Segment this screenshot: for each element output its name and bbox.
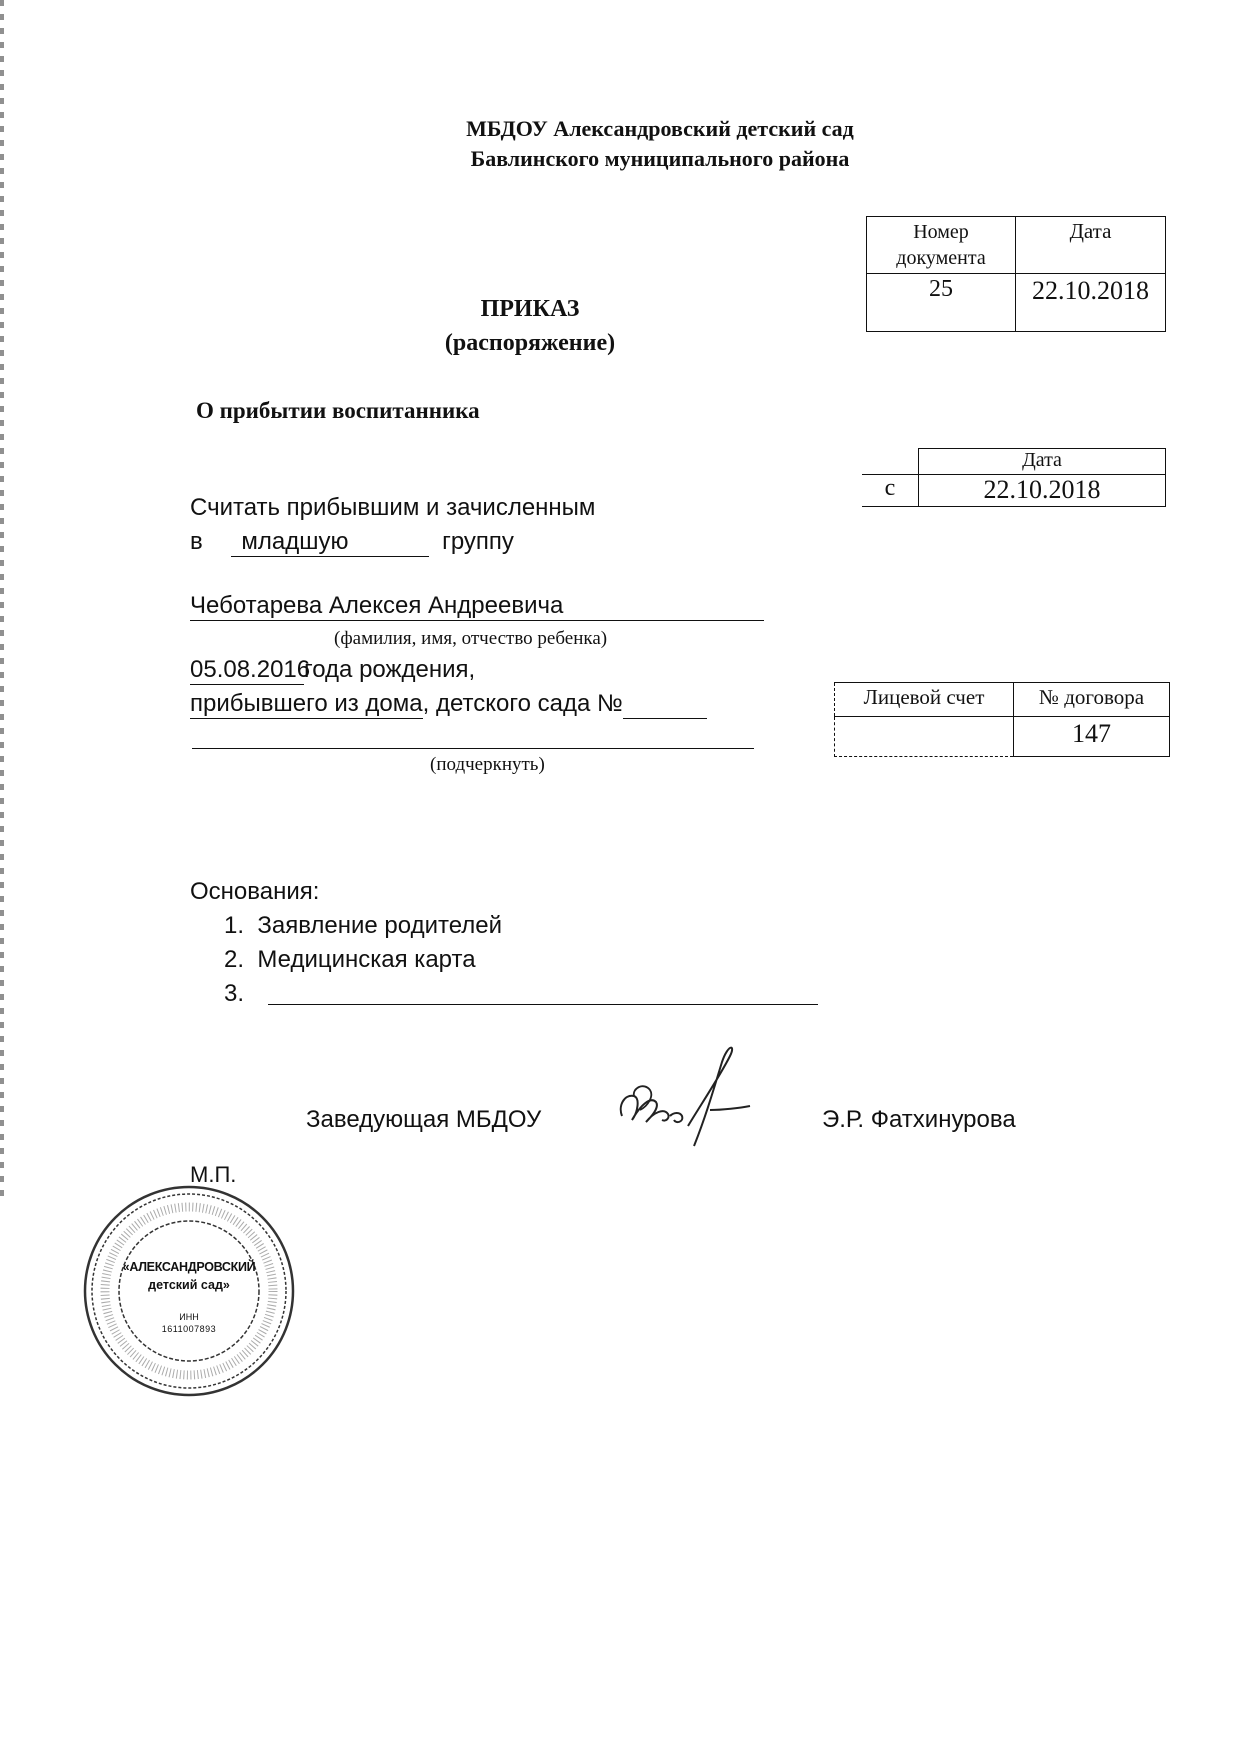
arrival-underlined: прибывшего из дома xyxy=(190,690,423,717)
underline-caption: (подчеркнуть) xyxy=(430,754,545,775)
in-word: в xyxy=(190,528,203,555)
basis-item: 1. Заявление родителей xyxy=(224,912,503,939)
enrollment-date-prefix: с xyxy=(862,475,919,507)
account-value xyxy=(835,717,1014,757)
contract-value: 147 xyxy=(1014,717,1170,757)
order-title: ПРИКАЗ xyxy=(480,296,580,322)
doc-number-value: 25 xyxy=(867,274,1016,332)
basis-item: 2. Медицинская карта xyxy=(224,946,476,973)
birth-text: года рождения, xyxy=(304,656,476,683)
organization-name: МБДОУ Александровский детский сад xyxy=(466,116,854,141)
contract-header: № договора xyxy=(1014,683,1170,717)
child-name: Чеботарева Алексея Андреевича xyxy=(190,592,764,621)
order-subtitle: (распоряжение) xyxy=(444,330,616,356)
signatory-position: Заведующая МБДОУ xyxy=(306,1106,542,1133)
signatory-name: Э.Р. Фатхинурова xyxy=(822,1106,1016,1133)
doc-date-header: Дата xyxy=(1016,217,1166,274)
organization-district: Бавлинского муниципального района xyxy=(470,146,850,171)
stamp-inn-label: ИНН xyxy=(179,1312,199,1322)
stamp-place-label: М.П. xyxy=(190,1162,237,1187)
basis-item-text: Медицинская карта xyxy=(257,946,476,973)
child-name-caption: (фамилия, имя, отчество ребенка) xyxy=(334,628,608,649)
basis-item: 3. xyxy=(224,980,245,1007)
handwritten-signature xyxy=(610,1036,790,1156)
enroll-statement: Считать прибывшим и зачисленным xyxy=(190,494,596,521)
group-word: группу xyxy=(442,528,514,555)
birth-date: 05.08.2016 xyxy=(190,656,311,683)
blank-line xyxy=(192,748,754,749)
enrollment-date-header: Дата xyxy=(919,449,1166,475)
stamp-center-line2: детский сад» xyxy=(148,1278,230,1292)
order-subject: О прибытии воспитанника xyxy=(196,398,480,423)
stamp-center-line1: «АЛЕКСАНДРОВСКИЙ xyxy=(122,1260,256,1274)
basis-item-blank-line xyxy=(268,1004,818,1005)
arrival-line xyxy=(190,690,707,719)
enrollment-date-table xyxy=(862,448,1166,507)
doc-number-header: Номер документа xyxy=(867,217,1016,274)
basis-title: Основания: xyxy=(190,878,320,905)
kindergarten-number-blank xyxy=(623,696,707,719)
document-number-table xyxy=(866,216,1166,332)
stamp-inn-value: 1611007893 xyxy=(161,1324,217,1334)
account-contract-table xyxy=(834,682,1170,757)
official-stamp xyxy=(80,1182,298,1400)
child-name-line xyxy=(190,592,764,621)
birth-line xyxy=(190,656,475,685)
group-value: младшую xyxy=(231,528,429,557)
enrollment-date-value: 22.10.2018 xyxy=(919,475,1166,507)
basis-item-text: Заявление родителей xyxy=(257,912,503,939)
doc-date-value: 22.10.2018 xyxy=(1016,274,1166,332)
account-header: Лицевой счет xyxy=(835,683,1014,717)
group-line xyxy=(190,528,514,557)
arrival-rest: , детского сада № xyxy=(422,690,623,717)
scan-edge xyxy=(0,0,4,1200)
